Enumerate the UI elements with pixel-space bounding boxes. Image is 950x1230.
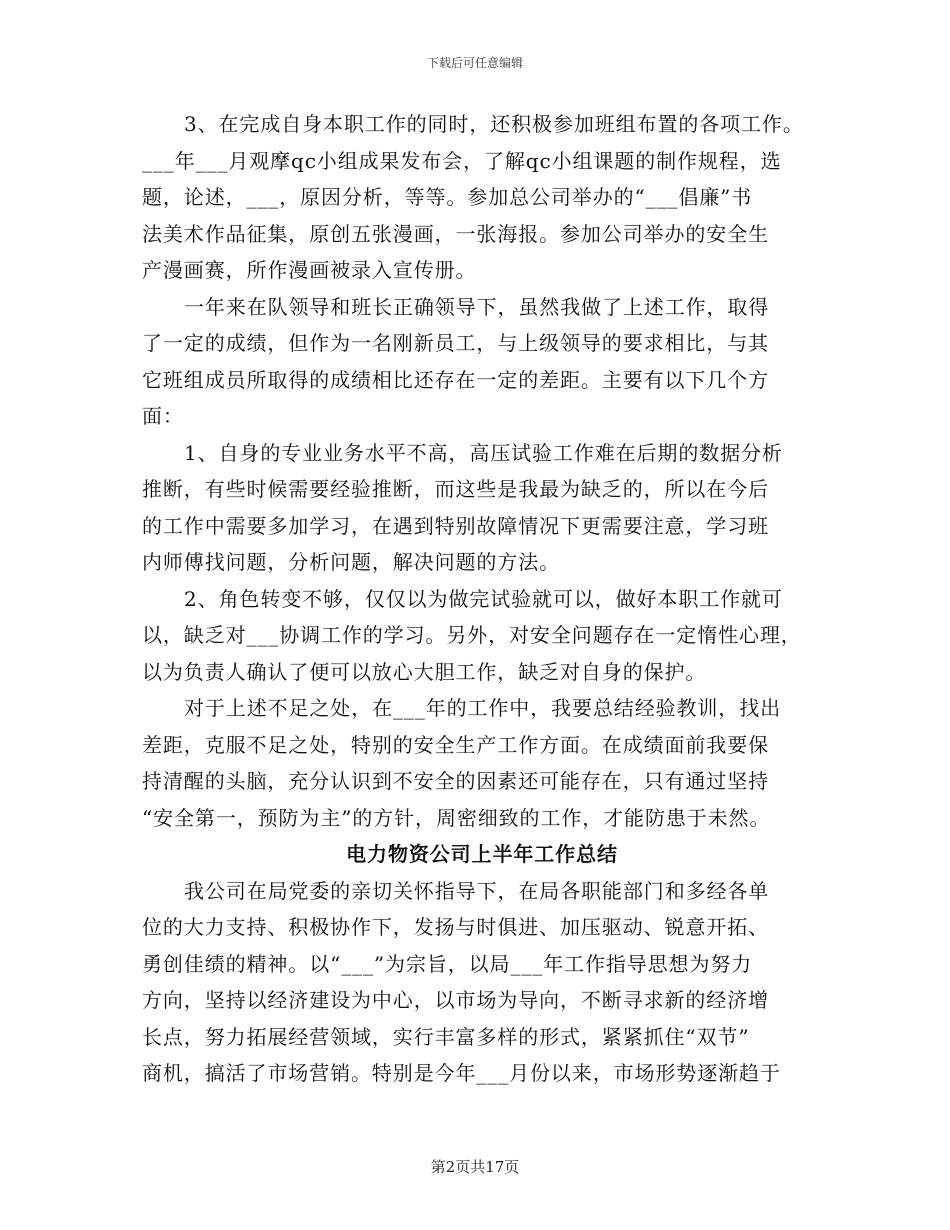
paragraph-line: 方向，坚持以经济建设为中心，以市场为导向，不断寻求新的经济增 xyxy=(142,988,769,1012)
paragraph-line: 1、自身的专业业务水平不高，高压试验工作难在后期的数据分析 xyxy=(184,440,783,465)
paragraph-line: 以，缺乏对___协调工作的学习。另外，对安全问题存在一定惰性心理， xyxy=(142,623,802,647)
section-title: 电力物资公司上半年工作总结 xyxy=(346,842,618,866)
paragraph-line: 以为负责人确认了便可以放心大胆工作，缺乏对自身的保护。 xyxy=(142,659,707,684)
paragraph-line: 推断，有些时候需要经验推断，而这些是我最为缺乏的，所以在今后 xyxy=(142,477,769,501)
paragraph-line: 长点，努力拓展经营领域，实行丰富多样的形式，紧紧抓住“双节” xyxy=(142,1024,750,1049)
paragraph-line: 法美术作品征集，原创五张漫画，一张海报。参加公司举办的安全生 xyxy=(142,221,769,246)
paragraph-line: 对于上述不足之处，在___年的工作中，我要总结经验教训，找出 xyxy=(184,696,781,720)
paragraph-line: 我公司在局党委的亲切关怀指导下，在局各职能部门和多经各单 xyxy=(184,878,770,903)
paragraph-line: 一年来在队领导和班长正确领导下，虽然我做了上述工作，取得 xyxy=(184,294,770,319)
paragraph-line: 的工作中需要多加学习，在遇到特别故障情况下更需要注意，学习班 xyxy=(142,513,769,538)
paragraph-line: 差距，克服不足之处，特别的安全生产工作方面。在成绩面前我要保 xyxy=(142,732,769,757)
paragraph-line: 勇创佳绩的精神。以“___”为宗旨，以局___年工作指导思想为努力 xyxy=(142,951,753,976)
paragraph-line: 3、在完成自身本职工作的同时，还积极参加班组布置的各项工作。 xyxy=(184,112,804,136)
paragraph-line: “安全第一，预防为主”的方针，周密细致的工作，才能防患于未然。 xyxy=(142,805,771,830)
paragraph-line: 了一定的成绩，但作为一名刚新员工，与上级领导的要求相比，与其 xyxy=(142,331,769,355)
paragraph-line: 持清醒的头脑，充分认识到不安全的因素还可能存在，只有通过坚持 xyxy=(142,769,769,793)
paragraph-line: 位的大力支持、积极协作下，发扬与时俱进、加压驱动、锐意开拓、 xyxy=(142,915,769,939)
paragraph-line: 内师傅找问题，分析问题，解决问题的方法。 xyxy=(142,550,560,574)
page-number: 第2页共17页 xyxy=(430,1158,520,1176)
paragraph-line: 产漫画赛，所作漫画被录入宣传册。 xyxy=(142,258,477,282)
paragraph-line: ___年___月观摩qc小组成果发布会，了解qc小组课题的制作规程，选 xyxy=(142,148,782,173)
document-body xyxy=(142,106,822,1092)
paragraph-line: 面： xyxy=(142,404,184,428)
paragraph-line: 2、角色转变不够，仅仅以为做完试验就可以，做好本职工作就可 xyxy=(184,586,783,611)
paragraph-line: 它班组成员所取得的成绩相比还存在一定的差距。主要有以下几个方 xyxy=(142,367,769,392)
paragraph-line: 题，论述，___，原因分析，等等。参加总公司举办的“___倡廉”书 xyxy=(142,185,753,209)
paragraph-line: 商机，搞活了市场营销。特别是今年___月份以来，市场形势逐渐趋于 xyxy=(142,1061,781,1085)
page-header: 下载后可任意编辑 xyxy=(426,56,523,70)
